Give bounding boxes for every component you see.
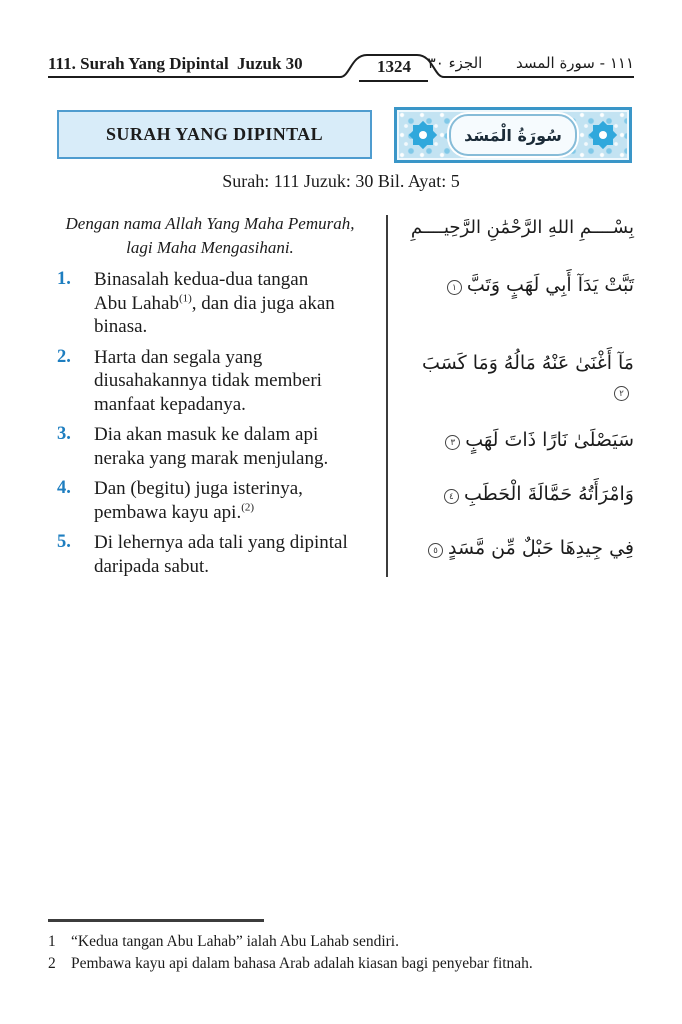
verse-arabic-text: مَآ أَغْنَىٰ عَنْهُ مَالُهُ وَمَا كَسَبَ [422, 351, 634, 374]
verse-text-line: , dan dia juga akan [191, 292, 335, 314]
surah-calligraphy-cartouche [449, 114, 577, 156]
ayah-end-marker: ١ [447, 280, 462, 295]
footnote-text: Pembawa kayu api dalam bahasa Arab adalah kiasan bagi penyebar fitnah. [71, 955, 533, 972]
verse-text-line: daripada sabut. [94, 555, 210, 577]
verse-text-line: Dia akan masuk ke dalam api [94, 424, 319, 445]
verse-text-line: Abu Lahab [94, 292, 179, 314]
bismillah-malay [48, 212, 372, 260]
verse-4-malay [48, 477, 372, 524]
bismillah-arabic: بِسْــــمِ اللهِ الرَّحْمَٰنِ الرَّحِيــــمِ [410, 217, 634, 238]
verse-5-arabic [410, 531, 634, 578]
ornament-star-icon [408, 120, 438, 150]
header-page-number: 1324 [377, 57, 411, 76]
surah-meta-line: Surah: 111 Juzuk: 30 Bil. Ayat: 5 [222, 171, 460, 191]
verses-section [48, 212, 634, 585]
header-juzuk-label: Juzuk 30 [237, 54, 303, 73]
verse-number: 4. [57, 478, 71, 498]
footnote-text: “Kedua tangan Abu Lahab” ialah Abu Lahab sendiri. [71, 933, 399, 950]
surah-title-text: SURAH YANG DIPINTAL [106, 124, 323, 144]
verse-arabic-text: فِي جِيدِهَا حَبْلٌ مِّن مَّسَدٍ [448, 537, 634, 559]
verse-row-5 [48, 531, 634, 578]
verse-1-malay [48, 268, 372, 339]
verse-text [94, 423, 372, 470]
header-juz-arabic: الجزء ٣٠ [427, 54, 483, 72]
ornament-star-icon [588, 120, 618, 150]
page-header [48, 48, 634, 92]
footnote-1 [48, 931, 634, 953]
footnote-2 [48, 953, 634, 975]
footnote-number: 1 [48, 933, 56, 950]
verse-number: 3. [57, 424, 71, 444]
surah-calligraphy-text: سُورَةُ الْمَسَد [464, 125, 562, 145]
surah-ornament-banner [394, 107, 632, 163]
verse-text-line: Di lehernya ada tali yang dipintal [94, 532, 348, 553]
verse-number: 1. [57, 269, 71, 289]
column-divider [386, 215, 388, 577]
verse-number: 2. [57, 346, 71, 367]
header-section-title: 111. Surah Yang Dipintal [48, 54, 229, 73]
header-surah-arabic: ١١١ - سورة المسد [516, 54, 634, 72]
footnote-ref: (1) [178, 292, 192, 305]
verse-number: 5. [57, 532, 71, 552]
verse-1-arabic [410, 268, 634, 339]
surah-title-banner [57, 110, 372, 159]
verse-text [94, 346, 372, 417]
verse-text [94, 531, 372, 578]
bismillah-malay-line: Dengan nama Allah Yang Maha Pemurah, [65, 214, 355, 233]
ayah-end-marker: ٥ [428, 543, 443, 558]
ayah-end-marker: ٢ [614, 386, 629, 401]
verse-text [94, 477, 372, 524]
verse-5-malay [48, 531, 372, 578]
verse-text [94, 268, 372, 339]
verse-row-4 [48, 477, 634, 524]
verse-row-3 [48, 423, 634, 470]
verse-text-line: Harta dan segala yang [94, 346, 263, 368]
verse-text-line: binasa. [94, 316, 148, 337]
verse-3-arabic [410, 423, 634, 470]
verse-row-1 [48, 268, 634, 339]
bismillah-row [48, 212, 634, 260]
verse-text-line: neraka yang marak menjulang. [94, 447, 329, 469]
verse-2-arabic [410, 346, 634, 417]
verse-3-malay [48, 423, 372, 470]
footnote-ref: (2) [241, 501, 255, 514]
verse-text-line: Dan (begitu) juga isterinya, [94, 478, 303, 499]
ayah-end-marker: ٤ [444, 489, 459, 504]
verse-text-line: pembawa kayu api. [94, 501, 242, 523]
verse-row-2 [48, 346, 634, 417]
verse-arabic-text: سَيَصْلَىٰ نَارًا ذَاتَ لَهَبٍ [465, 429, 634, 451]
verse-text-line: manfaat kepadanya. [94, 393, 246, 415]
verse-2-malay [48, 346, 372, 417]
verse-4-arabic [410, 477, 634, 524]
footnote-divider [48, 919, 264, 922]
ayah-end-marker: ٣ [445, 435, 460, 450]
verse-arabic-text: تَبَّتْ يَدَآ أَبِي لَهَبٍ وَتَبَّ [466, 274, 634, 296]
verse-arabic-text: وَامْرَأَتُهُ حَمَّالَةَ الْحَطَبِ [463, 483, 634, 505]
footnote-number: 2 [48, 955, 56, 972]
verse-text-line: diusahakannya tidak memberi [94, 370, 322, 391]
verse-text-line: Binasalah kedua-dua tangan [94, 269, 309, 290]
footnotes-section [48, 919, 634, 975]
bismillah-malay-line: lagi Maha Mengasihani. [126, 238, 294, 257]
